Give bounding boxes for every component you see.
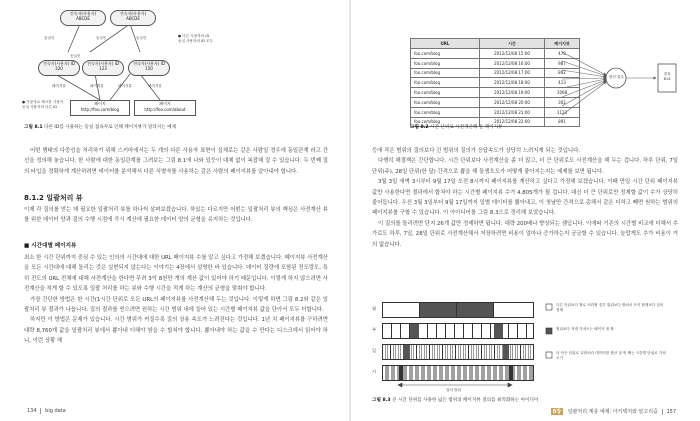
column-header: 페이지뷰 — [545, 39, 580, 49]
figure-caption: 그림 8.2 시간 단위로 사전계산해 둔 페이지뷰 — [410, 125, 503, 130]
table-row: foo.com/blog 2012/12/08 18:00 413 — [411, 78, 580, 88]
axis-label: 질의 범위 — [446, 388, 462, 392]
row-label-month: 월 — [372, 306, 377, 311]
legend-item: 범위보다 적게 가져오는 페이지 정 합 — [556, 327, 614, 331]
table-row: foo.com/blog 2012/12/08 22:00 891 — [411, 117, 580, 127]
user-node: 전속자(사용자) ABCDE — [110, 10, 156, 26]
chapter-title: 일괄처리 계층 예제: 아키텍처와 알고리즘 — [567, 409, 658, 415]
page-number: 157 — [662, 409, 676, 415]
user-node: 전속자(사용자) ABCDE — [60, 10, 106, 26]
user-node: 전속자(사용자) ID 123 — [82, 60, 124, 76]
figure-caption: 그림 8.1 다른 ID를 사용하는 동일 접속자로 인해 페이지뷰가 달라지는 예제 — [24, 125, 177, 130]
pageview-label: 페이지뷰 — [52, 84, 66, 88]
book-title: big data — [45, 408, 66, 414]
legend-top: ● 다른 사용자의 ID 동일 사용자의 ID 모두 — [178, 34, 214, 43]
table-row: foo.com/blog 2012/12/08 15:00 478 — [411, 49, 580, 59]
result-label: 결과 814 — [663, 72, 671, 81]
row-label-day: 일 — [372, 348, 377, 353]
page-footer — [551, 408, 676, 415]
pageview-label: 페이지뷰 — [90, 84, 104, 88]
user-node: 전속자(사용자) ID 320 — [38, 60, 80, 76]
subsection-body: 최소 한 시간 단위까지 중심 수 있는 인의의 시간대에 대한 URL 페이지뷰 수를 알고 싶다고 가정해 보겠습니다. 페이지뷰 사전계산을 모든 시간대에 대해 돌리는 것은 실현되지 않는다는 이야기는 4장에서 설명한 바 있습니다. 데이터 질량에 포함된 전도령도, 특히 전도의 URL 전체에 대해 사전계산을 한다면 무려 3억 8천만 개의 계산 값이 있어야 하기 때문입니다. 이렇게 하지 않으려면 사전계산을 적게 할 수 있도록 일괄 처리를 하는 뷰와 수행 시간을 적게 하는 계산의 균형을 맞춰야 합니다. 가장 간단한 방법은 한 시간(1시간 단위로 모든 URL의 페이지뷰를 사전계산해 두는 것입니다. 이렇게 하면 그림 8.2와 같은 일괄처리 뷰 결과가 나옵니다. 질의 결과를 얻으려면 원하는 시간 범위 내에 들어 있는 시간별 페이지뷰 값을 단아서 모두 더합니다. 하지만 이 방법은 문제가 있습니다. 시간 범위가 커질수록 질의 상용 속도가 느려진다는 것입니다. 1년 치 페이지뷰를 구하려면 대략 8,760개 값을 일괄처리 뷰에서 뽑아내 더해야 함을 수 합쳐야 합니다. 뽑아내야 하는 값을 수 만다는 디스크에서 읽어야 하니, 이런 상황 해 — [24, 255, 328, 345]
column-header: 시간 — [480, 39, 545, 49]
edge-label: 동일인 — [70, 54, 81, 58]
page-number: 134 — [24, 408, 41, 414]
section-heading: 8.1.2 일괄처리 뷰 — [24, 194, 83, 202]
page-footer — [24, 408, 66, 414]
pageview-label: 페이지뷰 — [148, 84, 162, 88]
table-row: foo.com/blog 2012/12/08 17:00 892 — [411, 68, 580, 78]
subheading: ■ 시간대별 페이지뷰 — [24, 243, 77, 249]
row-label-hour: 시 — [372, 369, 377, 374]
right-page — [350, 0, 700, 421]
legend-bottom: ● 사용자로 체크한 사용자 동일 사용자의 다른 ID — [22, 100, 64, 109]
table-row: foo.com/blog 2012/12/08 16:00 987 — [411, 58, 580, 68]
legend-item: 다른 단위보다 월로 처리할 경우 범위보다 합쳐서 모이 합계보다 앞의 정제 — [556, 303, 664, 312]
edge-label: 동일인 — [136, 36, 147, 40]
table-row: foo.com/blog 2012/12/08 20:00 302 — [411, 97, 580, 107]
chapter-number: 8장 — [552, 409, 562, 415]
page-box: 페이지 http://foo.com/about — [134, 100, 196, 116]
pageview-label: 페이지뷰 — [118, 84, 132, 88]
legend-item: 더 작은 단위로 일괄처리 데이터를 합산 첫 번 째는 시간별 단위로 가져오기 — [556, 351, 666, 360]
page-box: 페이지 http://foo.com/blog — [70, 100, 130, 116]
intro-paragraph: 어떤 행태의 다중성을 처리하기 위해 스키마에서는 두 개의 다른 사용자 표현이 실체로는 같은 사람일 경우에 동일관계 라고 간선을 정의해 놓습니다. 한 사람에 대한 동일관계를 그려보는 그림 8.1에 나와 있듯이 대체 없이 복잡해 질 수 있습니다. 두 번째 질의 타입을 정확하게 계산하려면 데이터를 분석해서 다른 식별자를 사용하는 같은 사람의 페이지뷰를 알아내야 합니다. — [24, 148, 328, 175]
section-paragraph: 이제 각 질의를 얻는 데 필요한 일괄처리 뷰를 하나씩 살펴보겠습니다. 하있는 다르지만 어떤는 일괄처리 뷰의 핵심은 사전계산 뷰를 위한 데이터 양과 질의 수행 시점에 즉시 계산에 필요한 데이터 양의 균형을 유지하는 것입니다. — [24, 207, 328, 224]
table-row: foo.com/blog 2012/12/08 19:00 1068 — [411, 88, 580, 98]
table-row: foo.com/blog 2012/12/08 21:00 1123 — [411, 107, 580, 117]
row-label-week: 주 — [372, 327, 377, 332]
right-body: 등에 작은 범위의 질의보다 긴 범위의 질의가 응답속도가 상당히 느려지게 되는 것입니다. 다행히 해결책은 간단합니다. 시간 단위보다 사전계산을 좀 더 많고, 더 큰 단위로도 사전계산을 해 두는 겁니다. 하루 단위, 7일 단위(주), 28일 단위(한 달) 간격으로 뽑을 해 둘셈흐도가 어떻게 좋아지는지는 예제를 보면 됩니다. 3월 3일 새벽 3시부터 9월 17일 오전 8시까지 페이지뷰를 계산하고 싶다고 가정해 보겠습니다. 이때 만일 시간 단위 페이지뷰 값만 사용한다면 결과에서 합쳐야 하는 시간별 페이지뷰 수가 4,805개가 될 겁니다. 대신 더 큰 단위로만 정제할 값이 수가 상당히 줄어듭니다. 우선 3월 3일부터 9월 17일까지 일별 데이터를 뽑아내고, 이 첫날만 간격으로 총해서 같은 더하고 빼면 원하는 범위의 페이지뷰를 구할 수 있습니다. 이 아이디어를 그림 8.3으로 정리해 보았습니다. 이 질의를 돌리려면 단지 26개 값만 정제하면 됩니다. 대략 200배나 향상되는 셈입니다. 이에따 기존의 시간별 비교에 더해서 추가로도 하루, 7일, 28일 단위로 사전계산해서 저장하려면 비용이 얼마나 증가하는지 궁금할 수 있습니다. 놀랍게도 추가 비용이 거의 없습니다. — [372, 148, 678, 248]
sum-function-label: 합산 함수 — [609, 75, 625, 79]
user-node: 전속자(사용자) ID 150 — [128, 60, 170, 76]
edge-label: 동일인 — [96, 36, 107, 40]
figure-caption: 그림 8.3 큰 시간 단위를 사용한 넓은 범위의 페이지뷰 질의를 최적화하는 아이디어 — [372, 398, 539, 403]
edge-label: 동일인 — [44, 36, 55, 40]
column-header: URL — [411, 39, 480, 49]
